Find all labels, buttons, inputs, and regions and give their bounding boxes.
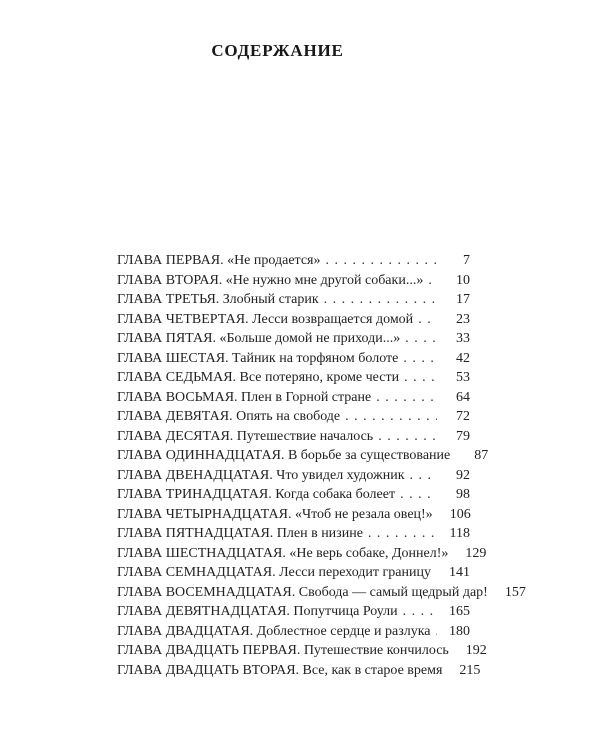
leader-dots (428, 271, 437, 291)
toc-entry-page-number: 7 (463, 253, 470, 268)
toc-entry-label: ГЛАВА ШЕСТНАДЦАТАЯ. «Не верь собаке, Доннел!» (117, 545, 449, 561)
page-title: СОДЕРЖАНИЕ (211, 41, 344, 60)
toc-entry-label: ГЛАВА СЕДЬМАЯ. Все потеряно, кроме чести (117, 370, 400, 385)
toc-entry (117, 524, 470, 544)
toc-entry-page-number: 118 (449, 526, 470, 541)
leader-dots (403, 349, 437, 369)
toc-entry-page-number: 92 (456, 467, 470, 483)
toc-entry (117, 427, 470, 447)
leader-dots (324, 290, 437, 310)
toc-entry-page-number: 141 (449, 565, 470, 580)
leader-dots (376, 388, 437, 408)
toc-entry (117, 485, 470, 505)
toc-entry-label: ГЛАВА ДЕСЯТАЯ. Путешествие началось (117, 428, 374, 444)
toc-entry (117, 661, 481, 681)
toc-entry-label: ГЛАВА ЧЕТЫРНАДЦАТАЯ. «Чтоб не резала овец!» (117, 506, 433, 522)
toc-entry-page-number: 180 (449, 623, 470, 639)
toc-entry-label: ГЛАВА ШЕСТАЯ. Тайник на торфяном болоте (117, 350, 399, 366)
leader-dots (345, 407, 437, 427)
toc-entry (117, 349, 470, 369)
toc-entry (117, 407, 470, 427)
toc-entry (117, 466, 470, 486)
leader-dots (368, 524, 437, 544)
toc-entry-label: ГЛАВА ДВАДЦАТАЯ. Доблестное сердце и разлука (117, 623, 431, 639)
toc-entry-page-number: 64 (456, 389, 470, 405)
toc-entry-label: ГЛАВА ОДИННАДЦАТАЯ. В борьбе за существование (117, 448, 451, 463)
leader-dots (418, 310, 437, 330)
toc-entry (117, 544, 487, 564)
toc-entry (117, 641, 487, 661)
toc-entry (117, 290, 470, 310)
leader-dots (436, 622, 437, 642)
toc-entry-label: ГЛАВА ДЕВЯТАЯ. Опять на свободе (117, 409, 341, 424)
leader-dots (403, 602, 437, 622)
toc-entry (117, 329, 470, 349)
toc-entry (117, 505, 470, 525)
toc-entry-page-number: 79 (456, 428, 470, 444)
toc-entry-page-number: 23 (456, 311, 470, 327)
toc-entry-page-number: 42 (456, 350, 470, 366)
toc-entry-page-number: 87 (474, 448, 489, 463)
toc-entry (117, 310, 470, 330)
toc-entry-page-number: 106 (449, 506, 471, 522)
toc-entry-label: ГЛАВА ТРЕТЬЯ. Злобный старик (117, 292, 319, 307)
leader-dots (325, 251, 437, 271)
toc-entry-page-number: 53 (456, 370, 470, 385)
toc-entry (117, 446, 489, 466)
toc-entry (117, 622, 470, 642)
toc-entry (117, 368, 470, 388)
toc-entry-label: ГЛАВА ВОСЬМАЯ. Плен в Горной стране (117, 389, 372, 405)
leader-dots (400, 485, 437, 505)
toc-entry-page-number: 215 (459, 662, 481, 678)
toc-entry-label: ГЛАВА ПЯТНАДЦАТАЯ. Плен в низине (117, 526, 363, 541)
toc-entry-page-number: 192 (465, 643, 487, 658)
leader-dots (405, 329, 437, 349)
toc-entry-page-number: 157 (504, 584, 526, 600)
toc-entry (117, 271, 470, 291)
toc-entry-label: ГЛАВА ДВЕНАДЦАТАЯ. Что увидел художник (117, 467, 405, 483)
toc-entry-page-number: 17 (456, 292, 470, 307)
leader-dots (378, 427, 437, 447)
toc-entry-label: ГЛАВА СЕМНАДЦАТАЯ. Лесси переходит границу (117, 565, 431, 580)
toc-entry-page-number: 33 (456, 331, 470, 346)
toc-entry-page-number: 72 (456, 409, 470, 424)
toc-entry-label: ГЛАВА ПЕРВАЯ. «Не продается» (117, 253, 321, 268)
toc-entry-label: ГЛАВА ПЯТАЯ. «Больше домой не приходи...» (117, 331, 401, 346)
toc-entry-page-number: 10 (456, 272, 470, 288)
leader-dots (410, 466, 438, 486)
toc-entry-label: ГЛАВА ВТОРАЯ. «Не нужно мне другой собаки...» (117, 272, 424, 288)
toc-entry-label: ГЛАВА ТРИНАДЦАТАЯ. Когда собака болеет (117, 487, 396, 502)
toc-entry (117, 251, 470, 271)
leader-dots (404, 368, 437, 388)
toc-entry-label: ГЛАВА ЧЕТВЕРТАЯ. Лесси возвращается домой (117, 311, 414, 327)
toc-entry-label: ГЛАВА ДВАДЦАТЬ ВТОРАЯ. Все, как в старое время (117, 662, 443, 678)
toc-entry (117, 388, 470, 408)
toc-entry-page-number: 98 (456, 487, 470, 502)
toc-entry-label: ГЛАВА ДВАДЦАТЬ ПЕРВАЯ. Путешествие кончилось (117, 643, 449, 658)
toc-entry (117, 602, 470, 622)
toc-entry (117, 583, 526, 603)
toc-entry-page-number: 165 (449, 604, 470, 619)
toc-entry-label: ГЛАВА ДЕВЯТНАДЦАТАЯ. Попутчица Роули (117, 604, 398, 619)
toc-entry-label: ГЛАВА ВОСЕМНАДЦАТАЯ. Свобода — самый щедрый дар! (117, 584, 488, 600)
leader-dots (436, 563, 437, 583)
toc-entry-page-number: 129 (465, 545, 487, 561)
toc-list (117, 251, 526, 680)
toc-entry (117, 563, 470, 583)
